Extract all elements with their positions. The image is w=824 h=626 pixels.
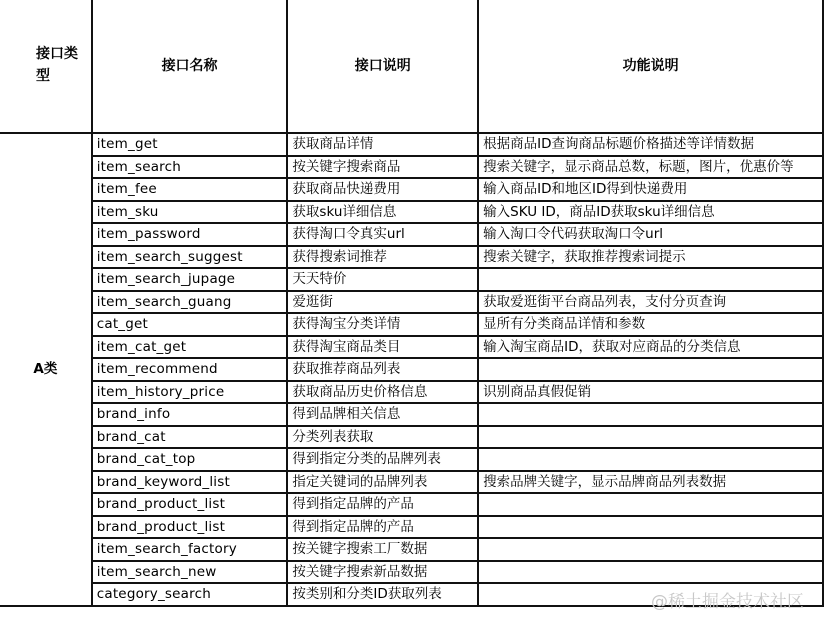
- api-name-cell: brand_cat: [92, 426, 288, 449]
- table-row: [0, 448, 823, 471]
- table-row: [0, 336, 823, 359]
- api-desc-cell: 天天特价: [287, 268, 478, 291]
- api-desc-cell: 得到指定品牌的产品: [287, 516, 478, 539]
- api-function-cell: 搜索品牌关键字，显示品牌商品列表数据: [478, 471, 823, 494]
- table-row: [0, 358, 823, 381]
- api-function-cell: 显所有分类商品详情和参数: [478, 313, 823, 336]
- table-row: [0, 313, 823, 336]
- api-function-cell: 搜索关键字，获取推荐搜索词提示: [478, 246, 823, 269]
- api-desc-cell: 爱逛街: [287, 291, 478, 314]
- api-desc-cell: 得到品牌相关信息: [287, 403, 478, 426]
- api-name-cell: brand_product_list: [92, 493, 288, 516]
- api-desc-cell: 获取商品历史价格信息: [287, 381, 478, 404]
- api-function-cell: [478, 358, 823, 381]
- api-name-cell: cat_get: [92, 313, 288, 336]
- table-row: [0, 381, 823, 404]
- api-name-cell: brand_product_list: [92, 516, 288, 539]
- api-desc-cell: 获取商品详情: [287, 133, 478, 156]
- api-name-cell: item_search_guang: [92, 291, 288, 314]
- api-name-cell: item_search_suggest: [92, 246, 288, 269]
- api-function-cell: [478, 516, 823, 539]
- api-name-cell: item_password: [92, 223, 288, 246]
- table-row: [0, 471, 823, 494]
- api-function-cell: 识别商品真假促销: [478, 381, 823, 404]
- api-desc-cell: 获得淘宝分类详情: [287, 313, 478, 336]
- api-desc-cell: 得到指定品牌的产品: [287, 493, 478, 516]
- api-desc-cell: 得到指定分类的品牌列表: [287, 448, 478, 471]
- api-function-cell: [478, 493, 823, 516]
- api-function-cell: [478, 268, 823, 291]
- table-row: [0, 156, 823, 179]
- table-row: [0, 403, 823, 426]
- header-desc: 接口说明: [287, 0, 478, 133]
- api-desc-cell: 按关键字搜索商品: [287, 156, 478, 179]
- api-name-cell: category_search: [92, 583, 288, 606]
- api-desc-cell: 分类列表获取: [287, 426, 478, 449]
- api-name-cell: item_search_jupage: [92, 268, 288, 291]
- table-row: [0, 516, 823, 539]
- api-name-cell: item_search_new: [92, 561, 288, 584]
- table-row: [0, 561, 823, 584]
- api-desc-cell: 获取商品快递费用: [287, 178, 478, 201]
- api-desc-cell: 获取推荐商品列表: [287, 358, 478, 381]
- api-desc-cell: 按关键字搜索新品数据: [287, 561, 478, 584]
- api-desc-cell: 获取sku详细信息: [287, 201, 478, 224]
- api-name-cell: brand_keyword_list: [92, 471, 288, 494]
- table-row: [0, 246, 823, 269]
- api-desc-cell: 按类别和分类ID获取列表: [287, 583, 478, 606]
- api-function-cell: [478, 448, 823, 471]
- api-function-cell: 根据商品ID查询商品标题价格描述等详情数据: [478, 133, 823, 156]
- api-function-cell: 获取爱逛街平台商品列表，支付分页查询: [478, 291, 823, 314]
- table-row: [0, 178, 823, 201]
- api-desc-cell: 获得淘宝商品类目: [287, 336, 478, 359]
- table-row: [0, 538, 823, 561]
- table-row: [0, 133, 823, 156]
- api-desc-cell: 按关键字搜索工厂数据: [287, 538, 478, 561]
- api-function-cell: [478, 403, 823, 426]
- table-row: [0, 201, 823, 224]
- api-function-cell: 输入淘口令代码获取淘口令url: [478, 223, 823, 246]
- table-row: [0, 426, 823, 449]
- api-name-cell: item_search: [92, 156, 288, 179]
- type-cell: A类: [0, 133, 92, 606]
- header-function: 功能说明: [478, 0, 823, 133]
- api-name-cell: item_get: [92, 133, 288, 156]
- api-desc-cell: 获得搜索词推荐: [287, 246, 478, 269]
- api-name-cell: item_fee: [92, 178, 288, 201]
- api-name-cell: brand_info: [92, 403, 288, 426]
- api-function-cell: [478, 561, 823, 584]
- header-type: 接口类型: [0, 0, 92, 133]
- api-name-cell: item_history_price: [92, 381, 288, 404]
- api-desc-cell: 指定关键词的品牌列表: [287, 471, 478, 494]
- api-function-cell: [478, 426, 823, 449]
- api-function-cell: 输入商品ID和地区ID得到快递费用: [478, 178, 823, 201]
- table-row: [0, 493, 823, 516]
- table-row: [0, 291, 823, 314]
- api-name-cell: item_search_factory: [92, 538, 288, 561]
- api-name-cell: item_recommend: [92, 358, 288, 381]
- api-function-cell: [478, 538, 823, 561]
- api-function-cell: 输入SKU ID，商品ID获取sku详细信息: [478, 201, 823, 224]
- header-name: 接口名称: [92, 0, 288, 133]
- table-row: [0, 223, 823, 246]
- header-row: [0, 0, 823, 133]
- table-row: [0, 268, 823, 291]
- api-function-cell: 输入淘宝商品ID，获取对应商品的分类信息: [478, 336, 823, 359]
- api-name-cell: item_sku: [92, 201, 288, 224]
- api-name-cell: item_cat_get: [92, 336, 288, 359]
- watermark: @稀土掘金技术社区: [651, 592, 804, 612]
- api-name-cell: brand_cat_top: [92, 448, 288, 471]
- api-desc-cell: 获得淘口令真实url: [287, 223, 478, 246]
- api-function-cell: 搜索关键字，显示商品总数，标题，图片，优惠价等: [478, 156, 823, 179]
